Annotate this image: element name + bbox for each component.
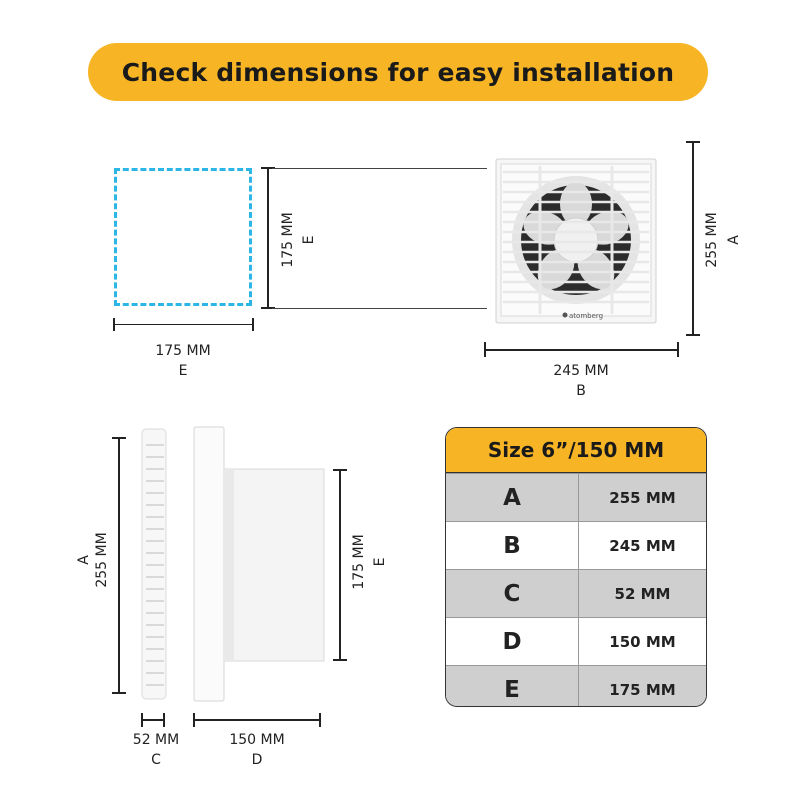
fan-width-tick-left — [484, 342, 486, 357]
size-table — [445, 427, 707, 707]
duct-height-tick-bottom — [333, 659, 347, 661]
exhaust-fan-front-image — [495, 158, 657, 326]
title-banner — [88, 43, 708, 101]
grille-depth-tick-right — [163, 713, 165, 727]
exhaust-fan-side-image — [138, 425, 328, 710]
cutout-width-letter: E — [178, 363, 188, 379]
row-value: 150 MM — [609, 632, 676, 651]
fan-height-letter: A — [726, 235, 742, 245]
fan-width-label: 245 MM — [553, 363, 609, 379]
page-title: Check dimensions for easy installation — [121, 57, 675, 87]
side-height-line — [118, 438, 120, 694]
fan-width-line — [485, 349, 679, 351]
cutout-width-tick-left — [113, 318, 115, 331]
table-row — [446, 617, 706, 665]
projection-line-top — [272, 168, 487, 169]
size-table-header: Size 6”/150 MM — [446, 428, 706, 473]
table-row — [446, 569, 706, 617]
cutout-width-label: 175 MM — [155, 343, 211, 359]
projection-line-bottom — [272, 308, 487, 309]
cutout-width-tick-right — [252, 318, 254, 331]
duct-depth-line — [194, 719, 321, 721]
brand-logo-text: atomberg — [569, 312, 604, 320]
duct-height-line — [339, 470, 341, 661]
grille-depth-letter: C — [151, 752, 161, 768]
duct-depth-label: 150 MM — [229, 732, 285, 748]
fan-width-tick-right — [677, 342, 679, 357]
row-key: A — [446, 474, 579, 521]
table-row — [446, 521, 706, 569]
row-value: 255 MM — [609, 488, 676, 507]
side-height-letter: A — [76, 555, 92, 565]
duct-height-letter: E — [372, 557, 388, 567]
side-height-tick-top — [112, 437, 126, 439]
side-height-tick-bottom — [112, 692, 126, 694]
wall-cutout-outline — [114, 168, 252, 306]
duct-height-label: 175 MM — [351, 534, 367, 590]
row-value: 245 MM — [609, 536, 676, 555]
fan-height-tick-bottom — [686, 334, 700, 336]
cutout-height-label: 175 MM — [280, 212, 296, 268]
grille-depth-line — [142, 719, 164, 721]
row-key: B — [446, 522, 579, 569]
duct-depth-tick-left — [193, 713, 195, 727]
side-height-label: 255 MM — [94, 532, 110, 588]
fan-height-tick-top — [686, 141, 700, 143]
row-key: D — [446, 618, 579, 665]
row-value: 175 MM — [609, 680, 676, 699]
cutout-height-letter: E — [301, 235, 317, 245]
duct-depth-letter: D — [251, 752, 263, 768]
duct-height-tick-top — [333, 469, 347, 471]
fan-height-label: 255 MM — [704, 212, 720, 268]
table-row — [446, 473, 706, 521]
cutout-height-line — [267, 168, 269, 308]
duct-depth-tick-right — [319, 713, 321, 727]
fan-width-letter: B — [576, 383, 586, 399]
table-row — [446, 665, 706, 707]
grille-depth-tick-left — [141, 713, 143, 727]
row-key: C — [446, 570, 579, 617]
fan-height-line — [692, 142, 694, 336]
row-key: E — [446, 666, 579, 707]
grille-depth-label: 52 MM — [132, 732, 180, 748]
row-value: 52 MM — [614, 584, 671, 603]
cutout-width-line — [114, 324, 254, 325]
